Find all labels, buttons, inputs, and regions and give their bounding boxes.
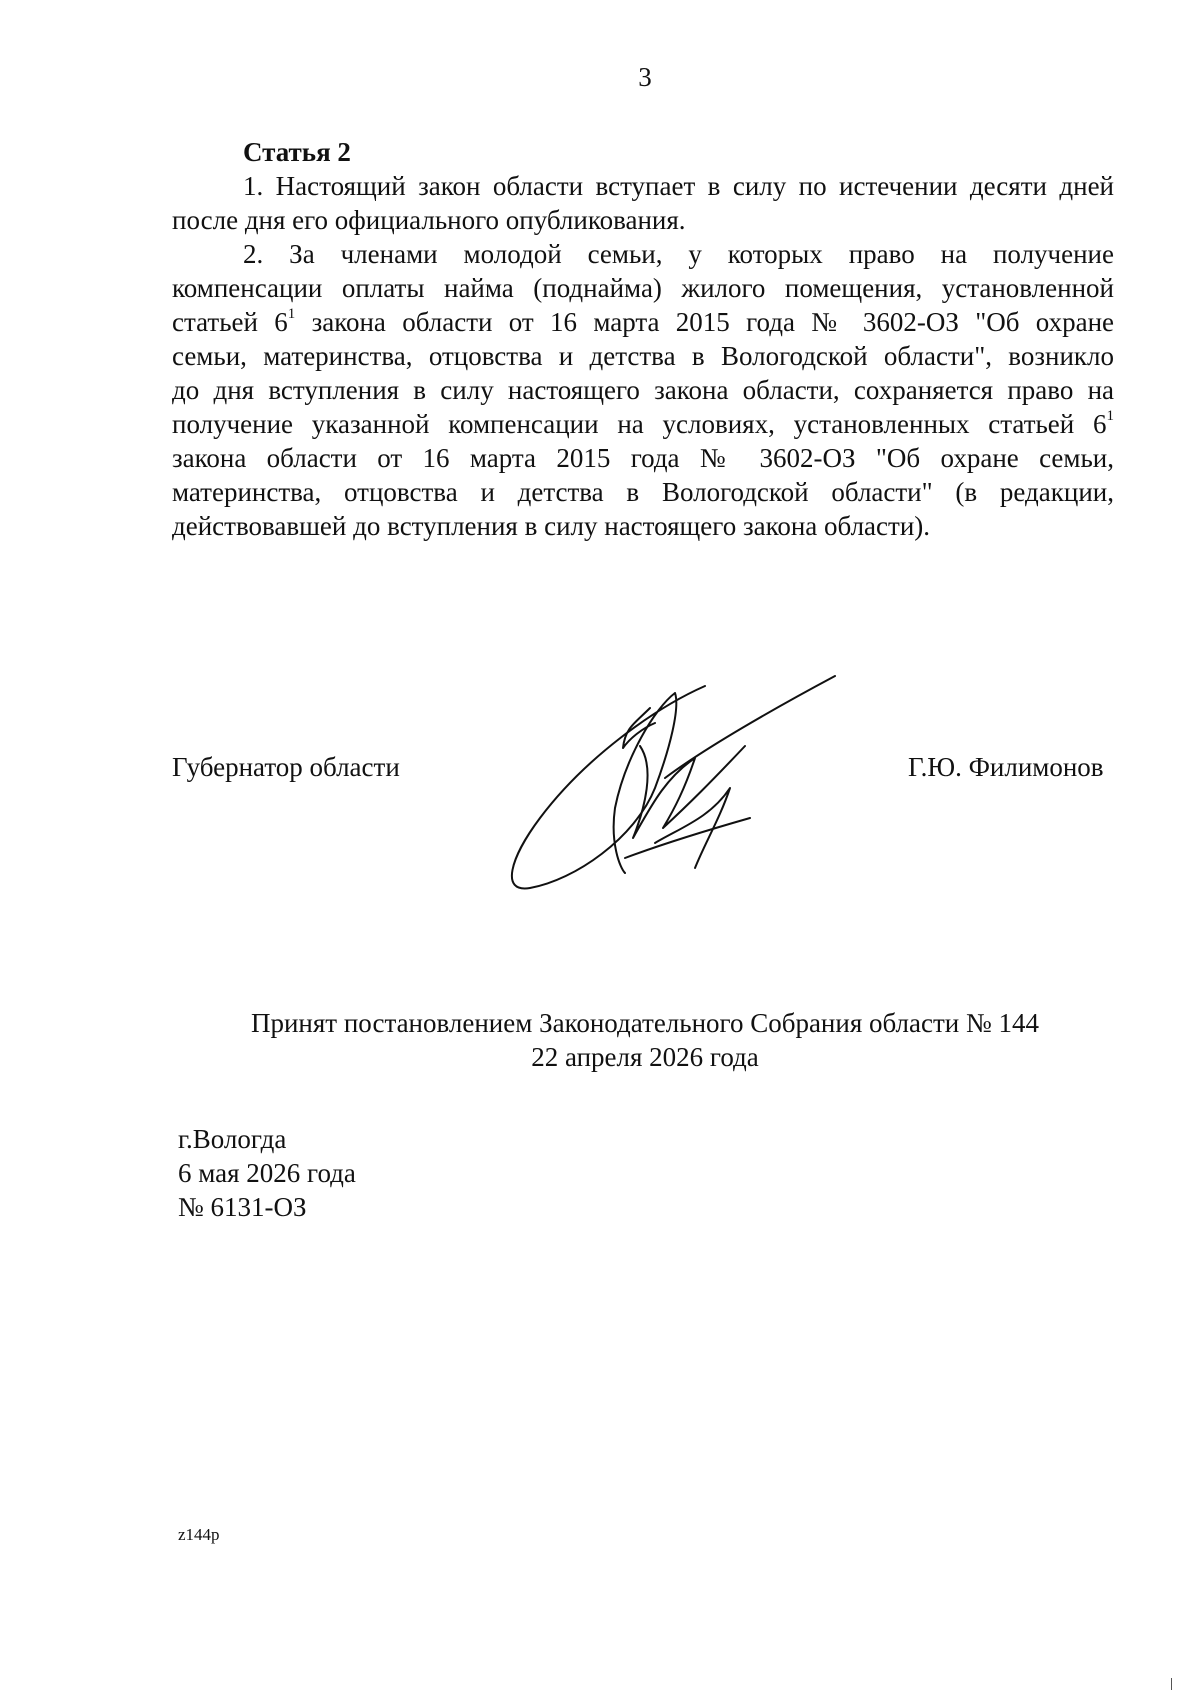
law-number: № 6131-ОЗ	[178, 1192, 307, 1222]
paragraph-1-line-2: после дня его официального опубликования.	[172, 205, 686, 235]
paragraph-2-line-9: действовавшей до вступления в силу настоящего закона области).	[172, 511, 931, 541]
document-code: z144p	[178, 1525, 220, 1544]
adoption-note	[0, 1006, 1200, 1074]
paragraph-2-line-3	[172, 305, 1114, 339]
paragraph-2-line-2: компенсации оплаты найма (поднайма) жилого помещения, установленной	[172, 273, 1114, 303]
adoption-line-2: 22 апреля 2026 года	[531, 1042, 759, 1072]
paragraph-2-line-5: до дня вступления в силу настоящего закона области, сохраняется право на	[172, 375, 1114, 405]
article-heading: Статья 2	[243, 137, 351, 167]
page-number: 3	[638, 62, 652, 92]
paragraph-2-line-6	[172, 407, 1114, 441]
paragraph-2-line-4: семьи, материнства, отцовства и детства в Вологодской области", возникло	[172, 341, 1114, 371]
scan-edge-mark	[1171, 1678, 1172, 1690]
superscript-1: 1	[287, 306, 296, 322]
paragraph-2-line-8: материнства, отцовства и детства в Вологодской области" (в редакции,	[172, 477, 1114, 507]
paragraph-1-line-1: 1. Настоящий закон области вступает в силу по истечении десяти дней	[243, 171, 1114, 201]
line-3-text-b: закона области от 16 марта 2015 года № 3602-ОЗ "Об охране	[295, 307, 1115, 337]
superscript-2: 1	[1106, 408, 1114, 424]
paragraph-2	[172, 237, 1114, 543]
paragraph-2-line-1: 2. За членами молодой семьи, у которых право на получение	[243, 239, 1114, 269]
date: 6 мая 2026 года	[178, 1158, 356, 1188]
city: г.Вологда	[178, 1124, 287, 1154]
paragraph-1	[172, 169, 1114, 237]
paragraph-2-line-7: закона области от 16 марта 2015 года № 3602-ОЗ "Об охране семьи,	[172, 443, 1114, 473]
governor-title: Губернатор области	[172, 752, 400, 782]
place-date-block	[178, 1122, 356, 1224]
governor-name: Г.Ю. Филимонов	[908, 752, 1104, 782]
handwritten-signature	[505, 668, 845, 898]
line-6-text: получение указанной компенсации на условиях, установленных статьей 6	[172, 409, 1107, 439]
adoption-line-1: Принят постановлением Законодательного Собрания области № 144	[250, 1008, 1040, 1038]
line-3-text-a: статьей 6	[172, 307, 288, 337]
article-2	[172, 135, 1114, 543]
